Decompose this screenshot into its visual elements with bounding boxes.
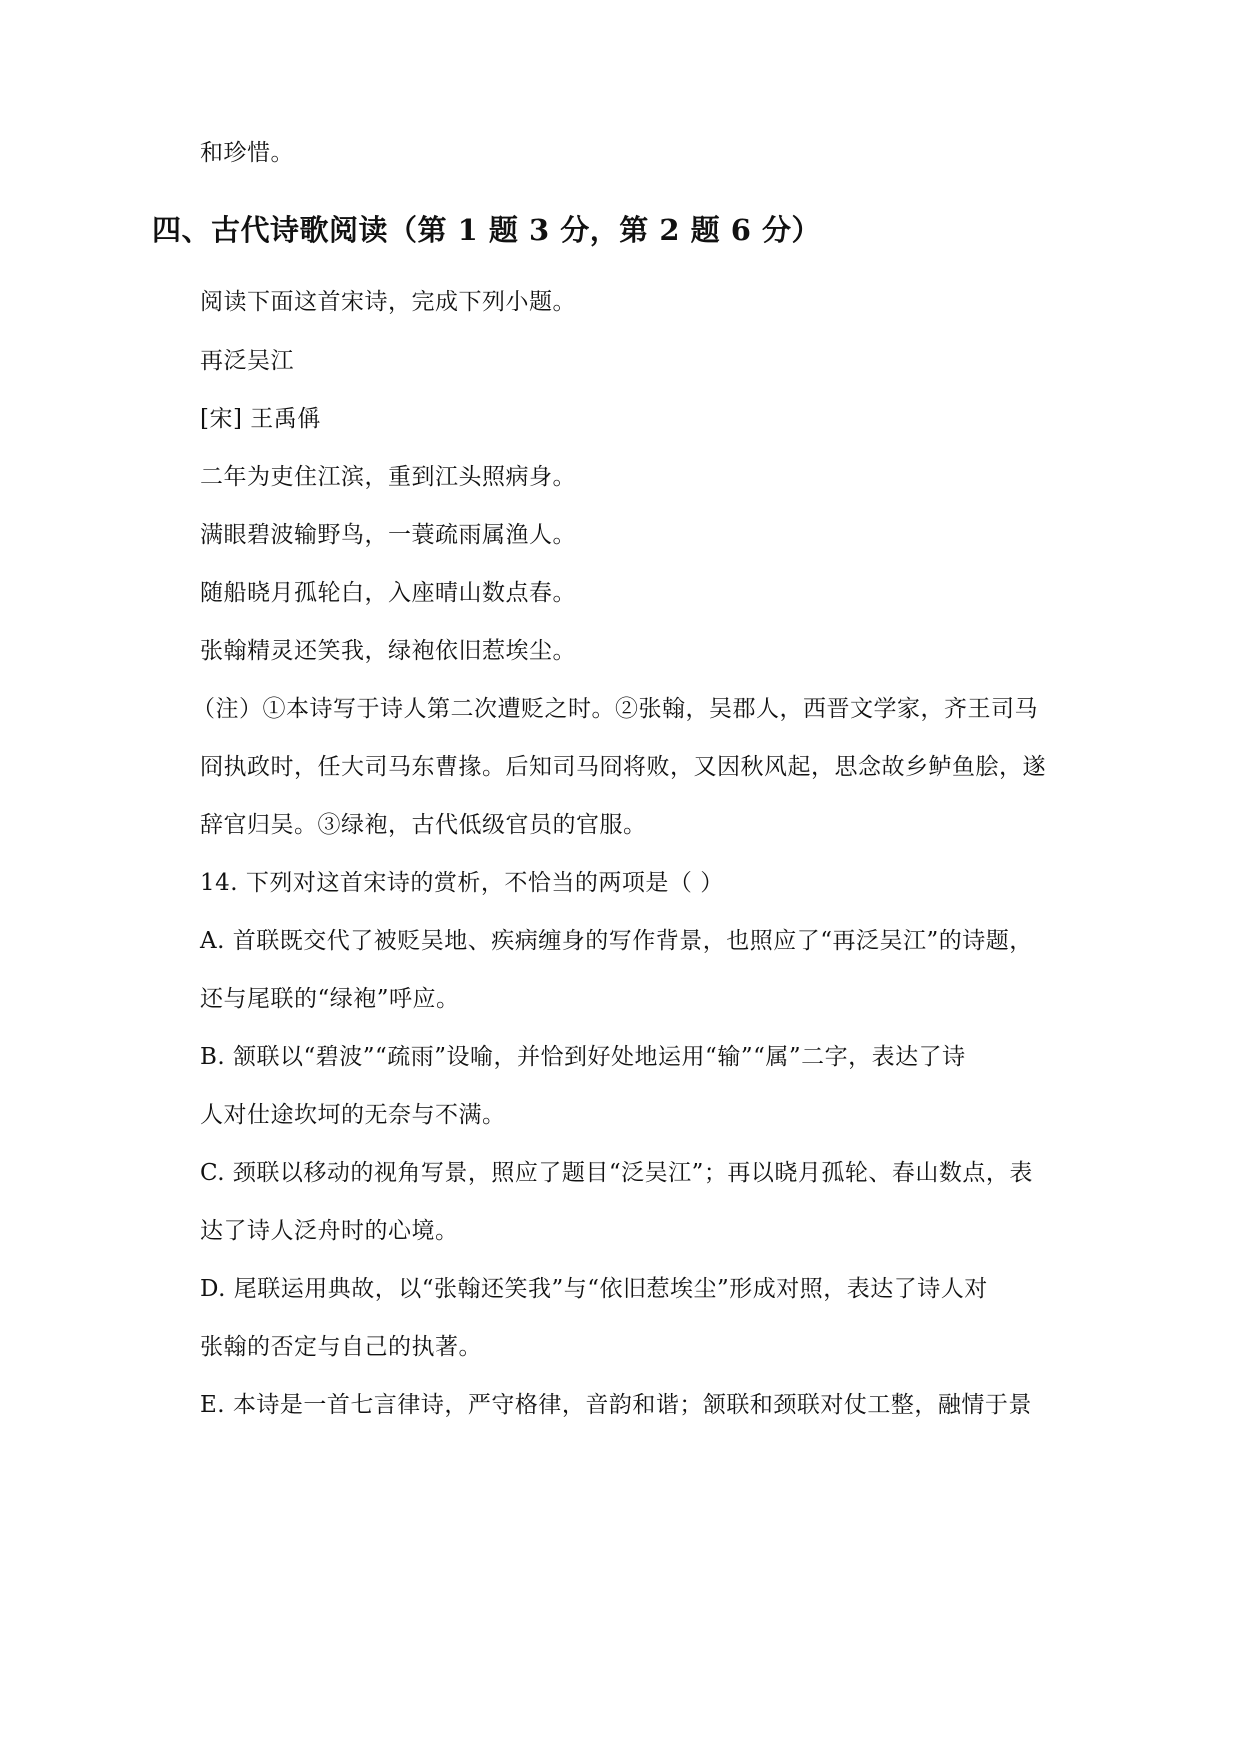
note-line: 冏执政时，任大司马东曹掾。后知司马冏将败，又因秋风起，思念故乡鲈鱼脍，遂	[200, 754, 1046, 780]
reading-instruction: 阅读下面这首宋诗，完成下列小题。	[200, 289, 576, 315]
option-c-line: C. 颈联以移动的视角写景，照应了题目“泛吴江”；再以晓月孤轮、春山数点，表	[200, 1160, 1033, 1186]
option-d-line: D. 尾联运用典故，以“张翰还笑我”与“依旧惹埃尘”形成对照，表达了诗人对	[200, 1276, 988, 1302]
poem-author: [宋] 王禹偁	[200, 406, 321, 432]
section-heading: 四、古代诗歌阅读（第 1 题 3 分，第 2 题 6 分）	[152, 213, 821, 247]
note-line: （注）①本诗写于诗人第二次遭贬之时。②张翰，吴郡人，西晋文学家，齐王司马	[192, 696, 1038, 722]
option-b-line: B. 颔联以“碧波”“疏雨”设喻，并恰到好处地运用“输”“属”二字，表达了诗	[200, 1044, 966, 1070]
poem-line: 满眼碧波输野鸟，一蓑疏雨属渔人。	[200, 522, 576, 548]
question-stem: 14. 下列对这首宋诗的赏析，不恰当的两项是（ ）	[200, 870, 724, 896]
option-b-line: 人对仕途坎坷的无奈与不满。	[200, 1102, 506, 1128]
option-a-line: 还与尾联的“绿袍”呼应。	[200, 986, 460, 1012]
poem-line: 张翰精灵还笑我，绿袍依旧惹埃尘。	[200, 638, 576, 664]
poem-title: 再泛吴江	[200, 348, 294, 374]
continuation-text: 和珍惜。	[200, 140, 294, 166]
option-d-line: 张翰的否定与自己的执著。	[200, 1334, 482, 1360]
option-a-line: A. 首联既交代了被贬吴地、疾病缠身的写作背景，也照应了“再泛吴江”的诗题，	[200, 928, 1033, 954]
option-e-line: E. 本诗是一首七言律诗，严守格律，音韵和谐；颔联和颈联对仗工整，融情于景	[200, 1392, 1032, 1418]
poem-line: 随船晓月孤轮白，入座晴山数点春。	[200, 580, 576, 606]
poem-line: 二年为吏住江滨，重到江头照病身。	[200, 464, 576, 490]
option-c-line: 达了诗人泛舟时的心境。	[200, 1218, 459, 1244]
note-line: 辞官归吴。③绿袍，古代低级官员的官服。	[200, 812, 647, 838]
